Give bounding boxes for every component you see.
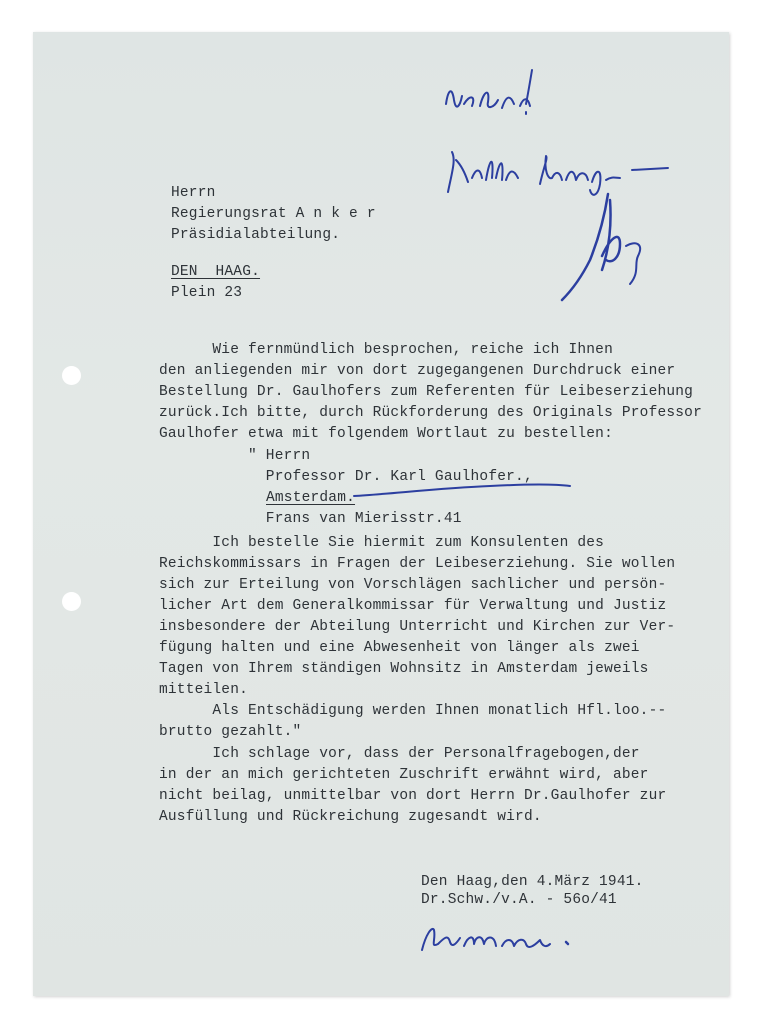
quoted-address-line: Frans van Mierisstr.41 [248,511,462,527]
closing-line: Ausfüllung und Rückreichung zugesandt wird. [159,809,542,825]
quoted-line: Reichskommissars in Fragen der Leibeserziehung. Sie wollen [159,556,676,572]
body-line: Wie fernmündlich besprochen, reiche ich Ihnen [159,342,613,358]
closing-line: nicht beilag, unmittelbar von dort Herrn Dr.Gaulhofer zur [159,788,667,804]
quoted-address-city: Amsterdam. [266,490,356,506]
closing-line: Ich schlage vor, dass der Personalfragebogen,der [159,746,640,762]
recipient-name: Regierungsrat A n k e r [171,206,376,222]
quoted-line: mitteilen. [159,682,249,698]
quoted-line: fügung halten und eine Abwesenheit von länger als zwei [159,640,640,656]
recipient-department: Präsidialabteilung. [171,227,341,243]
quoted-line: insbesondere der Abteilung Unterricht und Kirchen zur Ver- [159,619,676,635]
quoted-line: Als Entschädigung werden Ihnen monatlich Hfl.loo.-- [159,703,667,719]
quoted-line: Ich bestelle Sie hiermit zum Konsulenten des [159,535,605,551]
recipient-salutation: Herrn [171,185,216,201]
punch-hole-lower [62,592,81,611]
quoted-line: Tagen von Ihrem ständigen Wohnsitz in Amsterdam jeweils [159,661,649,677]
closing-line: in der an mich gerichteten Zuschrift erwähnt wird, aber [159,767,649,783]
quoted-line: licher Art dem Generalkommissar für Verwaltung und Justiz [159,598,667,614]
place-date: Den Haag,den 4.März 1941. [421,874,644,890]
body-line: zurück.Ich bitte, durch Rückforderung des Originals Professor [159,405,702,421]
quoted-line: brutto gezahlt." [159,724,302,740]
handwritten-annotation [440,60,680,310]
body-line: den anliegenden mir von dort zugegangenen Durchdruck einer [159,363,676,379]
reference-number: Dr.Schw./v.A. - 56o/41 [421,892,617,908]
pen-underline [350,478,580,502]
signature [416,916,586,960]
recipient-city: DEN HAAG. [171,264,261,280]
recipient-street: Plein 23 [171,285,243,301]
body-line: Bestellung Dr. Gaulhofers zum Referenten für Leibeserziehung [159,384,694,400]
body-line: Gaulhofer etwa mit folgendem Wortlaut zu bestellen: [159,426,613,442]
quoted-line: sich zur Erteilung von Vorschlägen sachlicher und persön- [159,577,667,593]
quoted-address-line: Professor Dr. Karl Gaulhofer., [248,469,533,485]
quoted-address-line: " Herrn [248,448,311,464]
punch-hole-upper [62,366,81,385]
